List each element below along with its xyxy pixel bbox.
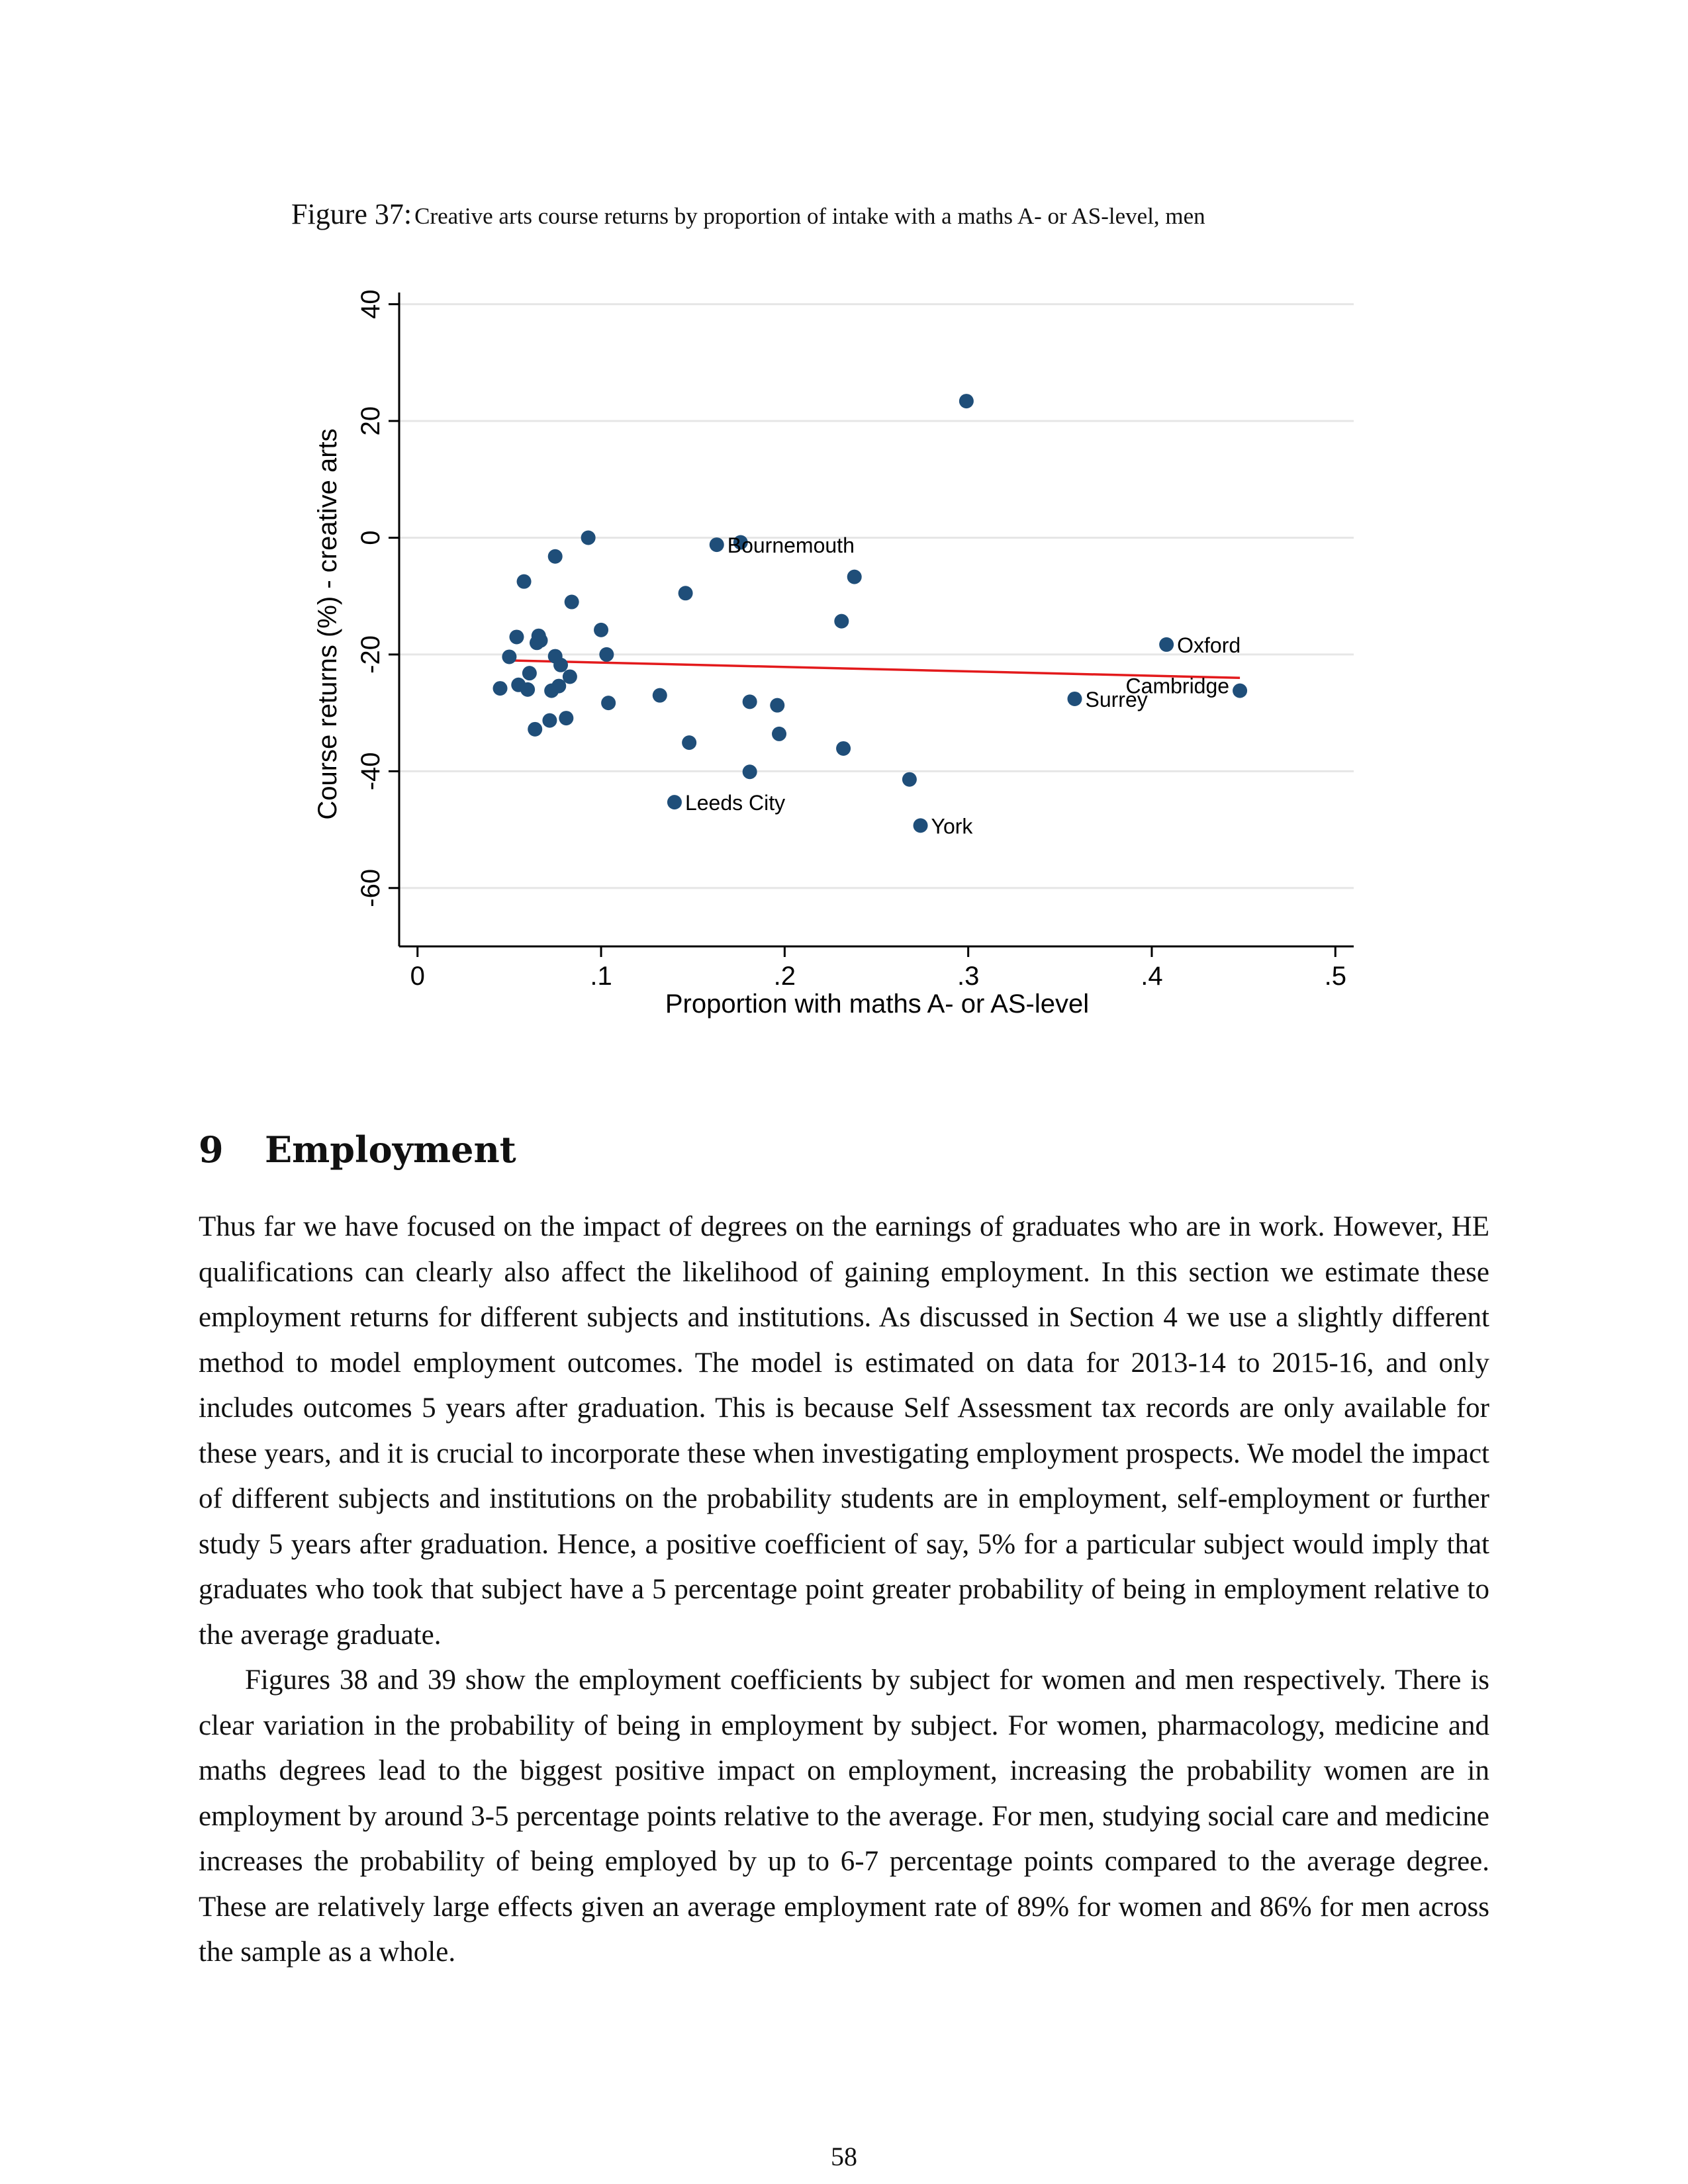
y-tick-label: 40 — [356, 289, 385, 319]
point-label: Leeds City — [684, 791, 786, 815]
data-point — [679, 586, 693, 600]
y-tick-label: -20 — [356, 635, 385, 674]
labeled-data-point — [914, 818, 928, 833]
labeled-data-point — [1067, 692, 1082, 706]
data-point — [836, 741, 851, 756]
data-point — [770, 698, 784, 713]
data-point — [581, 531, 596, 545]
data-point — [847, 570, 862, 584]
section-title: Employment — [265, 1128, 516, 1171]
labeled-data-point — [1233, 684, 1247, 698]
x-tick-label: .2 — [773, 962, 796, 991]
data-point — [548, 549, 563, 564]
data-point — [563, 669, 577, 684]
x-tick-label: .3 — [957, 962, 980, 991]
labeled-data-point — [710, 537, 724, 552]
data-point — [601, 696, 616, 710]
data-point — [599, 647, 614, 662]
point-labels — [685, 533, 1241, 838]
data-point — [553, 658, 568, 672]
y-tick-label: -40 — [356, 752, 385, 791]
figure-caption — [291, 197, 1417, 231]
data-point — [902, 772, 917, 787]
x-tick-label: 0 — [410, 962, 425, 991]
data-point — [528, 722, 542, 737]
section-heading — [199, 1128, 516, 1171]
data-point — [534, 633, 548, 648]
page-number: 58 — [831, 2142, 857, 2171]
data-point — [834, 614, 849, 629]
y-tick-label: 0 — [356, 530, 385, 545]
data-point — [542, 713, 557, 728]
data-point — [559, 711, 573, 725]
data-point — [520, 682, 535, 697]
data-point — [682, 735, 696, 750]
y-tick-label: -60 — [356, 868, 385, 907]
body-text — [199, 1205, 1489, 1976]
labeled-data-point — [1159, 637, 1174, 652]
data-points — [493, 394, 1248, 833]
point-label: Cambridge — [1125, 674, 1230, 698]
section-number: 9 — [199, 1128, 224, 1171]
labeled-data-point — [667, 795, 682, 809]
paragraph-2: Figures 38 and 39 show the employment coefficients by subject for women and men respectively. There is clear variation in the probability of being in employment by subject. For women, pharmacology, medicine and maths degrees lead to the biggest positive impact on employment, increasing the probability women are in employment by around 3-5 percentage points relative to the average. For men, studying social care and medicine increases the probability of being employed by up to 6-7 percentage points compared to the average degree. These are relatively large effects given an average employment rate of 89% for women and 86% for men across the sample as a whole. — [199, 1664, 1489, 1968]
scatter-chart — [291, 278, 1417, 1039]
paragraph-1: Thus far we have focused on the impact of degrees on the earnings of graduates who are in work. However, HE qualifications can clearly also affect the likelihood of gaining employment. In this section we estimate these employment returns for different subjects and institutions. As discussed in Section 4 we use a slightly different method to model employment outcomes. The model is estimated on data for 2013-14 to 2015-16, and only includes outcomes 5 years after graduation. This is because Self Assessment tax records are only available for these years, and it is crucial to incorporate these when investigating employment prospects. We model the impact of different subjects and institutions on the probability students are in employment, self-employment or further study 5 years after graduation. Hence, a positive coefficient of say, 5% for a particular subject would imply that graduates who took that subject have a 5 percentage point greater probability of being in employment relative to the average graduate. — [199, 1211, 1489, 1651]
data-point — [522, 666, 537, 680]
data-point — [743, 694, 757, 709]
figure-caption-text: Creative arts course returns by proportion of intake with a maths A- or AS-level, men — [414, 203, 1205, 229]
x-tick-label: .5 — [1324, 962, 1346, 991]
figure-label: Figure 37: — [291, 198, 412, 230]
x-tick-label: .4 — [1141, 962, 1163, 991]
x-tick-label: .1 — [590, 962, 612, 991]
y-tick-label: 20 — [356, 406, 385, 436]
data-point — [551, 679, 566, 694]
y-axis-label: Course returns (%) - creative arts — [313, 428, 342, 820]
x-axis-label: Proportion with maths A- or AS-level — [665, 989, 1090, 1019]
data-point — [502, 649, 516, 664]
point-label: York — [931, 814, 973, 839]
data-point — [594, 623, 608, 637]
data-point — [653, 688, 667, 703]
data-point — [959, 394, 974, 408]
data-point — [743, 764, 757, 779]
point-label: Surrey — [1085, 687, 1148, 711]
grid-lines — [399, 304, 1354, 888]
data-point — [565, 595, 579, 610]
data-point — [772, 727, 786, 741]
data-point — [509, 629, 524, 644]
point-label: Bournemouth — [727, 533, 855, 558]
data-point — [493, 681, 508, 696]
point-label: Oxford — [1177, 633, 1241, 657]
data-point — [517, 574, 532, 589]
